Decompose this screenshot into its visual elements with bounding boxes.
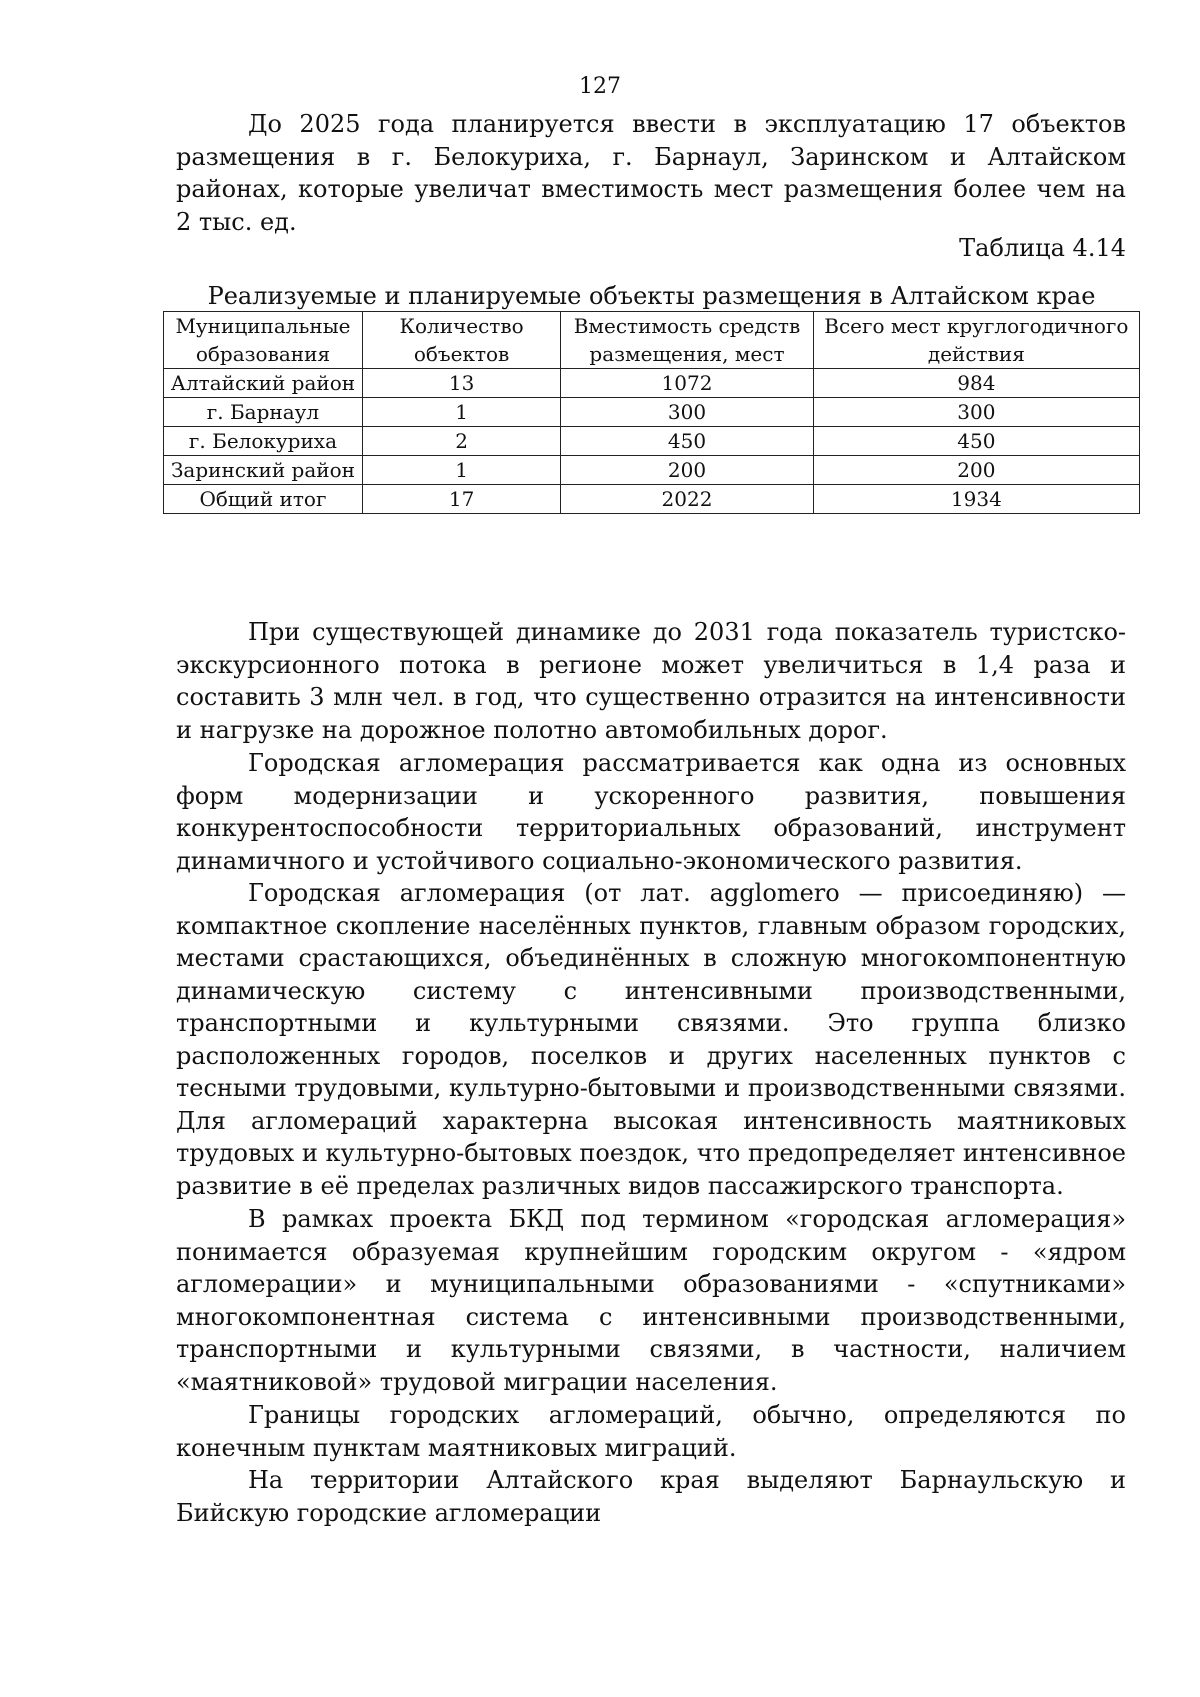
- cell-capacity: 300: [561, 398, 813, 427]
- cell-count: 13: [362, 369, 560, 398]
- cell-municipality: г. Белокуриха: [164, 427, 363, 456]
- table-row: [164, 427, 1140, 456]
- paragraph-text: Границы городских агломераций, обычно, определяются по конечным пунктам маятниковых миграций.: [176, 1401, 1126, 1462]
- cell-year-round: 300: [813, 398, 1139, 427]
- paragraph-text: При существующей динамике до 2031 года показатель туристско-экскурсионного потока в регионе может увеличиться в 1,4 раза и составить 3 млн чел. в год, что существенно отразится на интенсивности и нагрузке на дорожное полотно автомобильных дорог.: [176, 618, 1126, 744]
- intro-text: До 2025 года планируется ввести в эксплуатацию 17 объектов размещения в г. Белокуриха, г. Барнаул, Заринском и Алтайском районах, которые увеличат вместимость мест размещения более чем на 2 тыс. ед.: [176, 110, 1126, 236]
- table-row: [164, 369, 1140, 398]
- table-total-row: [164, 485, 1140, 514]
- cell-count: 1: [362, 398, 560, 427]
- cell-year-round: 1934: [813, 485, 1139, 514]
- cell-count: 17: [362, 485, 560, 514]
- intro-paragraph: [176, 108, 1126, 238]
- body-paragraph: [176, 877, 1126, 1202]
- paragraph-text: На территории Алтайского края выделяют Барнаульскую и Бийскую городские агломерации: [176, 1466, 1126, 1527]
- cell-count: 1: [362, 456, 560, 485]
- body-paragraph: [176, 1464, 1126, 1529]
- paragraph-text: Городская агломерация рассматривается как одна из основных форм модернизации и ускоренного развития, повышения конкурентоспособности территориальных образований, инструмент динамичного и устойчивого социально-экономического развития.: [176, 749, 1126, 875]
- header-count: Количество объектов: [362, 312, 560, 369]
- accommodation-table: [163, 311, 1140, 514]
- table-label: Таблица 4.14: [959, 234, 1126, 262]
- table-row: [164, 398, 1140, 427]
- body-paragraph: [176, 1399, 1126, 1464]
- page-number: 127: [579, 74, 621, 99]
- cell-municipality: Алтайский район: [164, 369, 363, 398]
- body-paragraph: [176, 1203, 1126, 1398]
- table-header-row: [164, 312, 1140, 369]
- cell-count: 2: [362, 427, 560, 456]
- cell-municipality: г. Барнаул: [164, 398, 363, 427]
- body-paragraph: [176, 747, 1126, 877]
- cell-municipality: Заринский район: [164, 456, 363, 485]
- paragraph-text: В рамках проекта БКД под термином «городская агломерация» понимается образуемая крупнейшим городским округом - «ядром агломерации» и муниципальными образованиями - «спутниками» многокомпонентная система с интенсивными производственными, транспортными и культурными связями, в частности, наличием «маятниковой» трудовой миграции населения.: [176, 1205, 1126, 1396]
- cell-capacity: 200: [561, 456, 813, 485]
- table-title: Реализуемые и планируемые объекты размещения в Алтайском крае: [207, 282, 1096, 310]
- table-row: [164, 456, 1140, 485]
- cell-year-round: 984: [813, 369, 1139, 398]
- cell-capacity: 450: [561, 427, 813, 456]
- header-year-round: Всего мест круглогодичного действия: [813, 312, 1139, 369]
- cell-year-round: 200: [813, 456, 1139, 485]
- header-capacity: Вместимость средств размещения, мест: [561, 312, 813, 369]
- cell-capacity: 2022: [561, 485, 813, 514]
- cell-year-round: 450: [813, 427, 1139, 456]
- body-paragraph: [176, 616, 1126, 746]
- cell-capacity: 1072: [561, 369, 813, 398]
- header-municipality: Муниципальные образования: [164, 312, 363, 369]
- paragraph-text: Городская агломерация (от лат. agglomero — присоединяю) — компактное скопление населённых пунктов, главным образом городских, местами срастающихся, объединённых в сложную многокомпонентную динамическую систему с интенсивными производственными, транспортными и культурными связями. Это группа близко расположенных городов, поселков и других населенных пунктов с тесными трудовыми, культурно-бытовыми и производственными связями. Для агломераций характерна высокая интенсивность маятниковых трудовых и культурно-бытовых поездок, что предопределяет интенсивное развитие в её пределах различных видов пассажирского транспорта.: [176, 879, 1126, 1200]
- cell-municipality: Общий итог: [164, 485, 363, 514]
